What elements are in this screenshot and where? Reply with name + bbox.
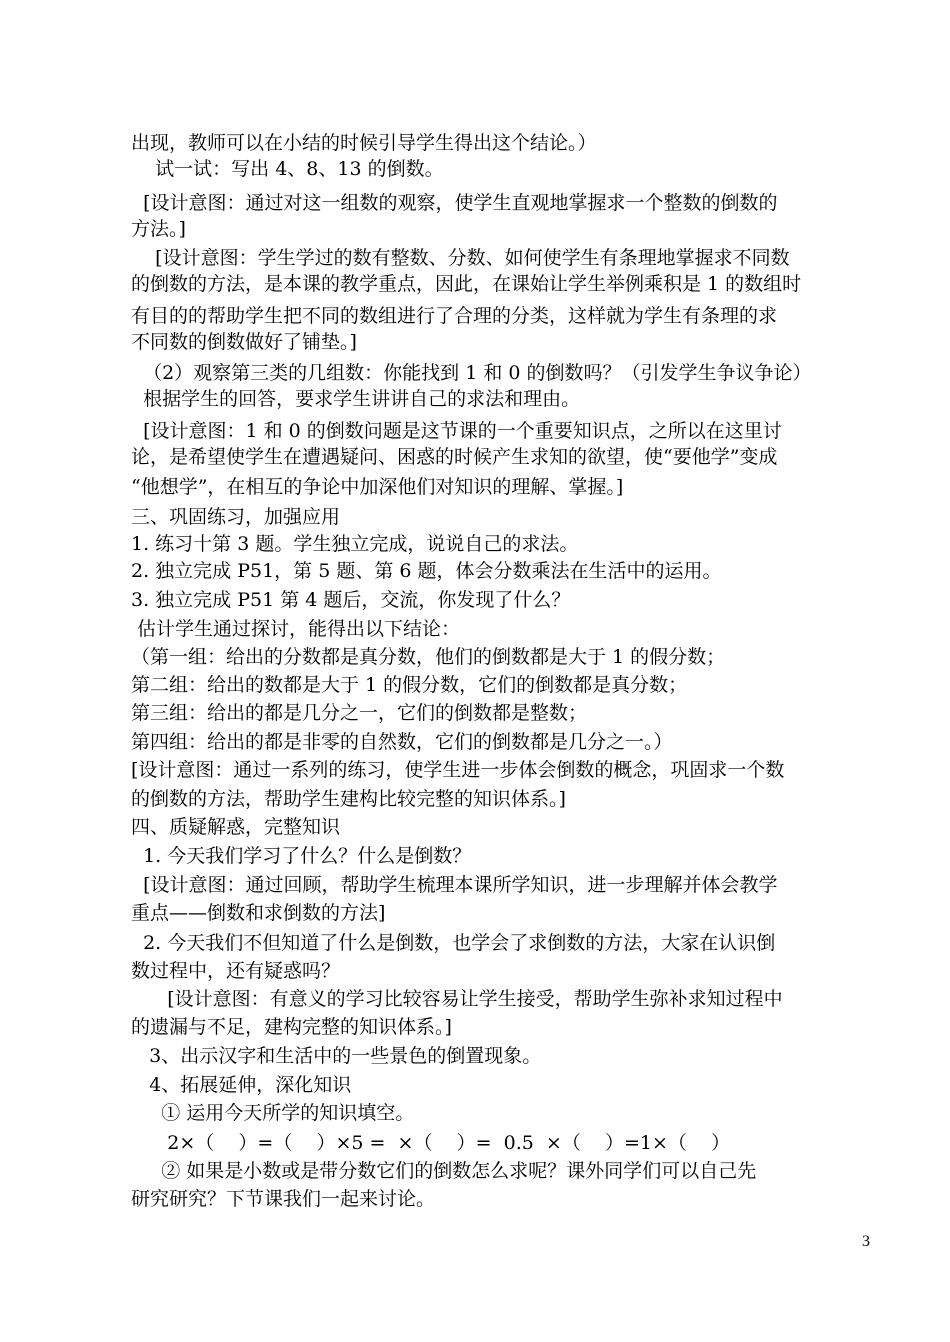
text-line: 研究研究？下节课我们一起来讨论。 (131, 1188, 436, 1210)
text-line: 估计学生通过探讨，能得出以下结论： (131, 618, 461, 640)
page-number: 3 (862, 1233, 870, 1250)
fill-in-equation: 2×（ ）=（ ）×5 = ×（ ）= 0.5 ×（ ）=1×（ ） (131, 1132, 731, 1154)
text-line: 第四组：给出的都是非零的自然数，它们的倒数都是几分之一。） (131, 731, 673, 753)
text-line: [设计意图：通过对这一组数的观察，使学生直观地掌握求一个整数的倒数的 (131, 192, 778, 214)
text-line: 方法。] (131, 218, 186, 240)
text-line: 出现，教师可以在小结的时候引导学生得出这个结论。） (131, 132, 597, 154)
text-line: 4、拓展延伸，深化知识 (131, 1074, 352, 1096)
text-line: [设计意图：学生学过的数有整数、分数、如何使学生有条理地掌握求不同数 (131, 247, 790, 269)
text-line: 第二组：给出的数都是大于 1 的假分数，它们的倒数都是真分数； (131, 674, 688, 696)
text-line: 试一试：写出 4、8、13 的倒数。 (131, 158, 444, 180)
text-line: 的倒数的方法，是本课的教学重点，因此，在课始让学生举例乘积是 1 的数组时 (131, 273, 802, 295)
text-line: 论，是希望使学生在遭遇疑问、困惑的时候产生求知的欲望，使“要他学”变成 (131, 446, 778, 468)
text-line: 2. 今天我们不但知道了什么是倒数，也学会了求倒数的方法，大家在认识倒 (131, 932, 776, 954)
text-line: 第三组：给出的都是几分之一，它们的倒数都是整数； (131, 702, 588, 724)
text-line: 重点——倒数和求倒数的方法] (131, 902, 386, 924)
text-line: [设计意图：通过一系列的练习，使学生进一步体会倒数的概念，巩固求一个数 (131, 759, 785, 781)
section-heading: 四、质疑解惑，完整知识 (131, 816, 341, 838)
text-line: 3、出示汉字和生活中的一些景色的倒置现象。 (131, 1045, 542, 1067)
text-line: 3. 独立完成 P51 第 4 题后，交流，你发现了什么？ (131, 589, 571, 611)
text-line: 1. 今天我们学习了什么？什么是倒数？ (131, 845, 472, 867)
text-line: 的倒数的方法，帮助学生建构比较完整的知识体系。] (131, 788, 566, 810)
text-line: ② 如果是小数或是带分数它们的倒数怎么求呢？课外同学们可以自己先 (131, 1160, 757, 1182)
text-line: 不同数的倒数做好了铺垫。] (131, 331, 357, 353)
text-line: （2）观察第三类的几组数：你能找到 1 和 0 的倒数吗？（引发学生争议争论） (131, 362, 812, 384)
text-line: “他想学”，在相互的争论中加深他们对知识的理解、掌握。] (131, 476, 624, 498)
text-line: 根据学生的回答，要求学生讲讲自己的求法和理由。 (131, 388, 581, 410)
text-line: [设计意图：1 和 0 的倒数问题是这节课的一个重要知识点，之所以在这里讨 (131, 420, 782, 442)
text-line: ① 运用今天所学的知识填空。 (131, 1102, 415, 1124)
text-line: 2. 独立完成 P51，第 5 题、第 6 题，体会分数乘法在生活中的运用。 (131, 560, 722, 582)
text-line: 有目的的帮助学生把不同的数组进行了合理的分类，这样就为学生有条理的求 (131, 305, 778, 327)
text-line: 1. 练习十第 3 题。学生独立完成，说说自己的求法。 (131, 533, 579, 555)
text-line: [设计意图：有意义的学习比较容易让学生接受，帮助学生弥补求知过程中 (131, 988, 783, 1010)
section-heading: 三、巩固练习，加强应用 (131, 506, 341, 528)
text-line: 的遗漏与不足，建构完整的知识体系。] (131, 1016, 452, 1038)
text-line: 数过程中，还有疑惑吗？ (131, 960, 341, 982)
text-line: [设计意图：通过回顾，帮助学生梳理本课所学知识，进一步理解并体会教学 (131, 874, 778, 896)
text-line: （第一组：给出的分数都是真分数，他们的倒数都是大于 1 的假分数； (131, 646, 726, 668)
